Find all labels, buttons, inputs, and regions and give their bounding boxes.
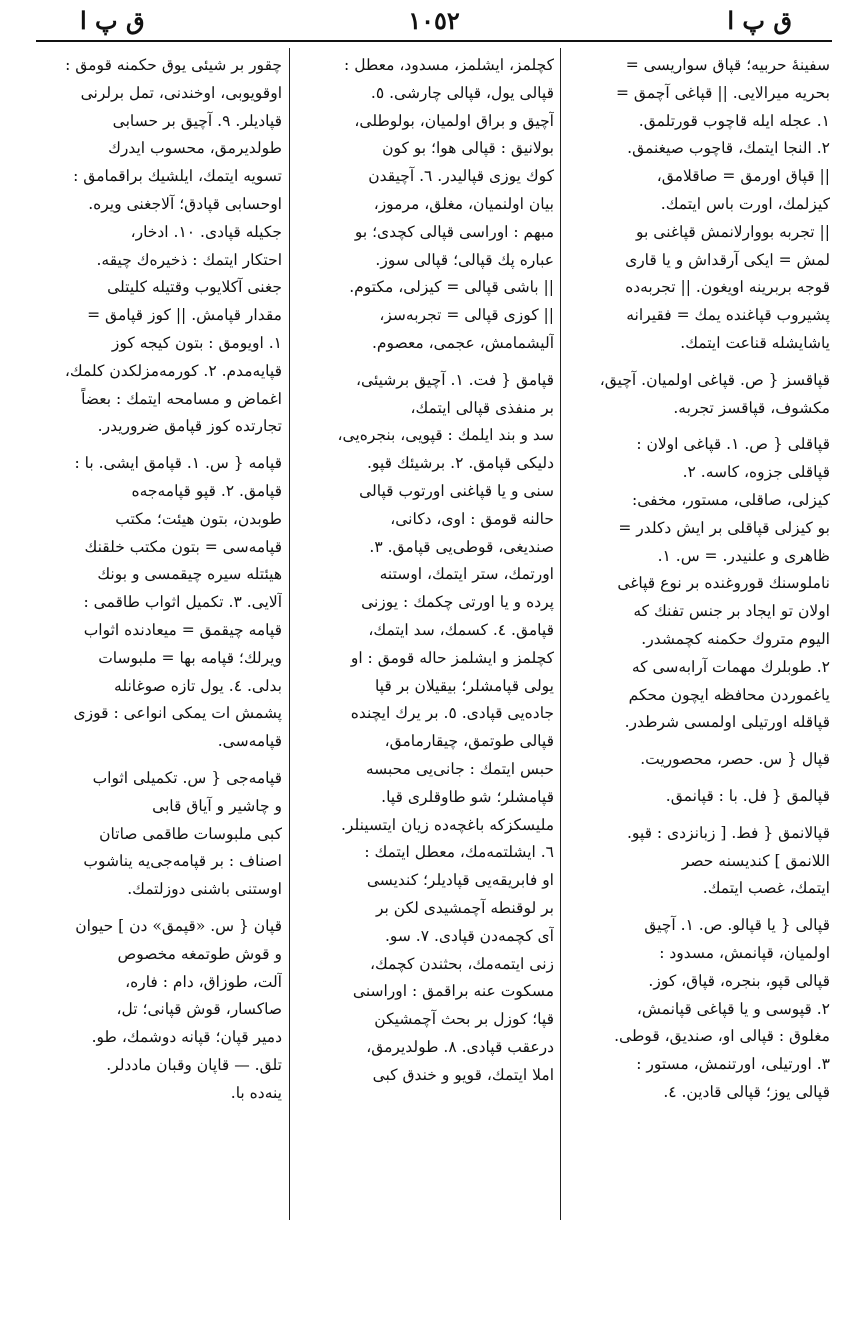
text-line: قپالمق { فل. با : قپانمق. (665, 786, 830, 805)
text-line: ويرلك؛ قپامه بها = ملبوسات (98, 648, 282, 667)
text-line: ٢. النجا ايتمك، قاچوب صيغنمق. (627, 139, 830, 158)
text-line: اصناف : بر قپامه‌جی‌يه يناشوب (83, 852, 282, 871)
text-line: || تجربه بووارلانمش قپاغنی بو (636, 222, 830, 241)
text-line: قپامشلر؛ شو طاوقلری قپا. (381, 787, 554, 806)
text-line: ٣. اورتيلی، اورتنمش، مستور : (636, 1055, 830, 1074)
text-line: كبی ملبوسات طاقمی صاتان (99, 824, 282, 843)
text-line: هيئتله سيره چيقمسی و بونك (97, 565, 282, 584)
text-line: حبس ايتمك : جانی‌يی محبسه (365, 759, 554, 778)
text-line: بحريه ميرالايی. || قپاغی آچمق = (615, 83, 830, 102)
text-line: اوقويوبی، اوخندنی، تمل برلرنی (80, 83, 282, 102)
text-line: قپالانمق { فط. [ زبانزدی : قپو. (626, 823, 830, 842)
text-line: پشيروب قپاغنده يمك = فقيرانه (626, 306, 830, 325)
text-line: اليوم متروك حكمنه كچمشدر. (641, 629, 830, 648)
text-line: زنی ايتمه‌مك، بحثندن كچمك، (369, 954, 554, 973)
text-line: قپالی قپو، بنجره، قپاق، كوز. (648, 971, 830, 990)
text-line: جغنی آكلايوب وقتيله كليتلی (107, 278, 282, 297)
text-line: قپالی طوتمق، چيقارمامق، (384, 732, 554, 751)
text-line: || كوزی قپالی = تجربه‌سز، (379, 306, 554, 325)
text-line: كچلمز و ايشلمز حاله قومق : او (350, 648, 554, 667)
text-line: او فابريقه‌يی قپاديلر؛ كنديسی (366, 871, 554, 890)
text-line: قپاديلر. ٩. آچيق بر حسابی (112, 111, 282, 130)
text-line: سفينهٔ حربيه؛ قپاق سواريسی = (625, 56, 830, 74)
text-line: دمير قپان؛ قپانه دوشمك، طو. (91, 1028, 282, 1047)
text-line: قپامق. ٤. كسمك، سد ايتمك، (368, 620, 554, 639)
text-line: سد و بند ايلمك : قپويی، بنجره‌يی، (337, 426, 554, 445)
text-line: قپاقله اورتيلی اولمسی شرطدر. (624, 713, 830, 732)
text-line: مكشوف، قپاقسز تجربه. (673, 398, 830, 417)
text-line: دليكی قپامق. ٢. برشيئك قپو. (366, 454, 554, 473)
text-line: اولميان، قپانمش، مسدود : (659, 943, 830, 962)
text-line: اورتمك، ستر ايتمك، اوستنه (379, 565, 554, 584)
text-line: پشمش ات يمكی انواعی : قوزی (73, 704, 282, 723)
text-line: آليشمامش، عجمی، معصوم. (371, 333, 554, 352)
page-number: ١٠٥٢ (408, 6, 460, 35)
text-line: كوك يوزی قپاليدر. ٦. آچيقدن (368, 167, 554, 186)
text-line: ٢. قپوسی و يا قپاغی قپانمش، (636, 999, 830, 1018)
text-line: قپال { س. حصر، محصوريت. (640, 750, 830, 769)
text-line: اولان تو ايجاد بر جنس تفنك كه (633, 602, 830, 621)
text-line: قپا؛ كوزل بر بحث آچمشيكن (374, 1010, 554, 1029)
text-line: ياغموردن محافظه ايچون محكم (628, 685, 830, 704)
text-line: مسكوت عنه براقمق : اوراسنی (352, 982, 554, 1001)
text-line: || قپاق اورمق = صاقلامق، (656, 167, 830, 186)
text-line: صاكسار، قوش قپانی؛ تل، (116, 1000, 282, 1019)
text-line: كيزلمك، اورت باس ايتمك. (660, 194, 830, 213)
text-line: اللانمق ] كنديسنه حصر (681, 851, 830, 870)
column-middle (296, 52, 554, 1089)
text-line: ١. عجله ايله قاچوب قورتلمق. (638, 111, 830, 130)
text-line: قپاقسز { ص. قپاغی اولميان. آچيق، (599, 370, 830, 389)
text-line: بيان اولنميان، مغلق، مرموز، (373, 194, 554, 213)
text-line: آلايی. ٣. تكميل اثواب طاقمی : (83, 593, 282, 612)
text-line: طوبدن، بتون هيئت؛ مكتب (115, 509, 282, 528)
text-line: لمش = ايكی آرقداش و يا قاری (625, 250, 830, 269)
text-line: قپامه چيقمق = ميعادنده اثواب (83, 620, 282, 639)
text-line: اوحسابی قپادق؛ آلاجغنی ويره. (88, 194, 282, 213)
text-line: تلق. — قاپان وقبان ماددلر. (106, 1055, 282, 1074)
text-line: بر منفذی قپالی ايتمك، (410, 398, 554, 417)
text-line: قپاقلی جزوه، كاسه. ٢. (682, 463, 830, 482)
column-divider (560, 48, 561, 1220)
text-line: ٢. طوبلرك مهمات آرابه‌سی كه (631, 657, 830, 676)
text-line: كچلمز، ايشلمز، مسدود، معطل : (344, 56, 554, 74)
text-line: طولديرمق، محسوب ايدرك (108, 139, 282, 158)
text-line: قپالی يوز؛ قپالی قادين. ٤. (663, 1082, 830, 1101)
text-line: قپالی { يا قپالو. ص. ١. آچيق (644, 916, 830, 935)
text-line: بر لوقنطه آچمشيدی لكن بر (376, 898, 554, 917)
text-line: بو كيزلی قپاقلی بر ايش دكلدر = (618, 518, 830, 537)
text-line: احتكار ايتمك : ذخيره‌ك چيقه. (96, 250, 282, 269)
text-line: سنی و يا قپاغنی اورتوب قپالی (359, 481, 554, 500)
text-line: تجارتده كوز قپامق ضروريدر. (97, 417, 282, 436)
text-line: عباره پك قپالی؛ قپالی سوز. (375, 250, 554, 269)
text-line: و چاشير و آياق قابی (152, 796, 282, 815)
text-line: قپامق. ٢. قپو قپامه‌جه‌ه (131, 481, 282, 500)
text-line: مغلوق : قپالی او، صنديق، قوطی. (614, 1027, 830, 1046)
text-line: يولی قپامشلر؛ بيقيلان بر قپا (374, 676, 554, 695)
text-line: كيزلی، صاقلی، مستور، مخفی: (632, 490, 830, 509)
page-header (36, 4, 832, 38)
text-line: ينه‌ده با. (230, 1083, 282, 1102)
text-line: جكيله قپادی. ١٠. ادخار، (130, 222, 282, 241)
text-line: آلت، طوزاق، دام : فاره، (125, 972, 282, 991)
text-line: ظاهری و علنيدر. = س. ١. (657, 546, 830, 565)
text-line: قپايه‌مدم. ٢. كورمه‌مزلكدن كلمك، (64, 361, 282, 380)
text-line: قپامه‌جی { س. تكميلی اثواب (92, 768, 282, 787)
text-line: درعقب قپادی. ٨. طولديرمق، (366, 1037, 554, 1056)
text-line: ايتمك، غصب ايتمك. (702, 879, 830, 898)
text-line: ٦. ايشلتمه‌مك، معطل ايتمك : (364, 843, 554, 862)
header-rule (36, 40, 832, 42)
text-line: قپالی يول، قپالی چارشی. ٥. (370, 83, 554, 102)
text-line: قوجه بربرينه اويغون. || تجربه‌ده (625, 278, 830, 297)
text-line: بدلی. ٤. يول تازه صوغانله (114, 676, 282, 695)
text-line: قپاقلی { ص. ١. قپاغی اولان : (636, 435, 830, 454)
running-head-right: ق پ ا (727, 6, 792, 35)
text-line: قپامه‌سی. (217, 732, 282, 751)
text-line: اوستنی باشنی دوزلتمك. (127, 880, 282, 899)
text-line: پرده و يا اورتی چكمك : يوزنی (361, 593, 554, 612)
text-line: و قوش طوتمغه مخصوص (117, 944, 282, 963)
text-line: قپامق { فت. ١. آچيق برشيئی، (356, 370, 554, 389)
text-line: مقدار قپامش. || كوز قپامق = (87, 306, 282, 325)
text-line: ياشايشله قناعت ايتمك. (680, 333, 830, 352)
column-right (566, 52, 830, 1107)
text-line: قپامه { س. ١. قپامق ايشی. با : (74, 454, 282, 473)
running-head-left: ق پ ا (80, 6, 145, 35)
text-line: ناملوسنك قوروغنده بر نوع قپاغی (617, 574, 830, 593)
text-line: جاده‌يی قپادی. ٥. بر يرك ايچنده (350, 704, 554, 723)
text-line: بولانيق : قپالی هوا؛ بو كون (382, 139, 554, 158)
column-left (22, 52, 282, 1107)
text-line: چقور بر شيئی يوق حكمنه قومق : (65, 56, 282, 74)
text-line: حالنه قومق : اوی، دكانی، (390, 509, 554, 528)
text-line: قپان { س. «قپمق» دن ] حيوان (75, 916, 282, 935)
text-line: ١. اويومق : بتون كيجه كوز (111, 333, 282, 352)
column-divider (289, 48, 290, 1220)
text-line: املا ايتمك، قويو و خندق كبی (372, 1065, 554, 1084)
text-line: || باشی قپالی = كيزلی، مكتوم. (349, 278, 554, 297)
text-line: مبهم : اوراسی قپالی كچدی؛ بو (354, 222, 554, 241)
text-line: آچيق و براق اولميان، بولوطلی، (354, 111, 554, 130)
text-line: صنديغی، قوطی‌يی قپامق. ٣. (369, 537, 554, 556)
text-line: اغماض و مسامحه ايتمك : بعضاً (81, 389, 282, 408)
text-line: مليسكزكه باغچه‌ده زيان ايتسينلر. (341, 815, 554, 834)
text-line: آی كچمه‌دن قپادی. ٧. سو. (384, 926, 554, 945)
text-line: قپامه‌سی = بتون مكتب خلقنك (84, 537, 282, 556)
text-line: تسويه ايتمك، ايلشيك براقمامق : (73, 167, 282, 186)
